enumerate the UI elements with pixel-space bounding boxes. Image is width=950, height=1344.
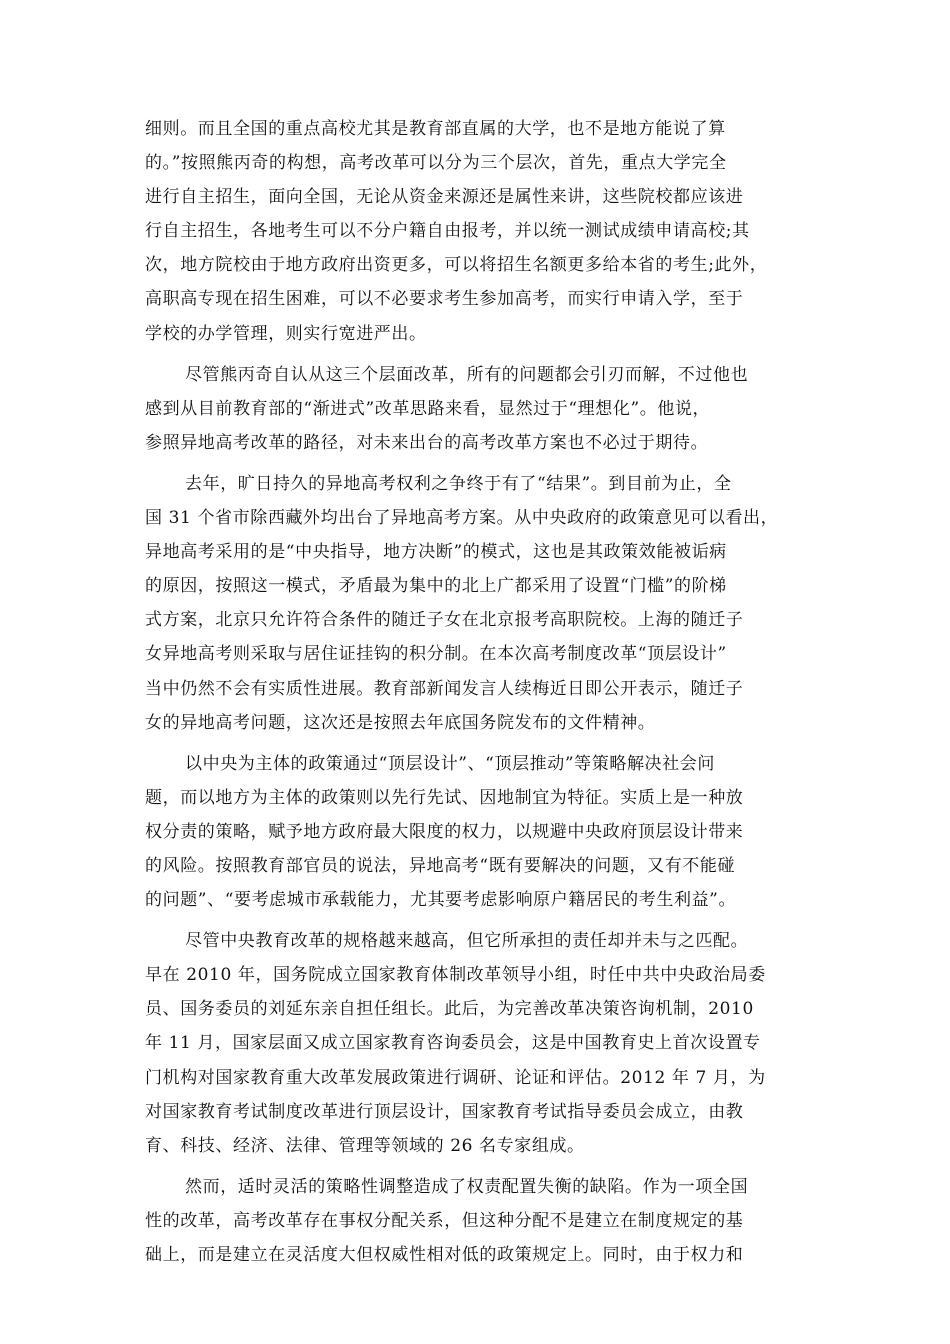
text-line: 女的异地高考问题，这次还是按照去年底国务院发布的文件精神。 bbox=[145, 712, 656, 733]
text-line: 础上，而是建立在灵活度大但权威性相对低的政策规定上。同时，由于权力和 bbox=[145, 1245, 744, 1265]
text-line: 女异地高考则采取与居住证挂钩的积分制。在本次高考制度改革“顶层设计” bbox=[145, 644, 727, 665]
text-line: 的原因，按照这一模式，矛盾最为集中的北上广都采用了设置“门槛”的阶梯 bbox=[145, 576, 727, 597]
text-line: 高职高专现在招生困难，可以不必要求考生参加高考，而实行申请入学，至于 bbox=[145, 289, 744, 310]
text-line: 的问题”、“要考虑城市承载能力，尤其要考虑影响原户籍居民的考生利益”。 bbox=[145, 890, 737, 911]
text-line: 参照异地高考改革的路径，对未来出台的高考改革方案也不必过于期待。 bbox=[145, 432, 709, 453]
article-body bbox=[145, 112, 820, 1272]
text-line: 进行自主招生，面向全国，无论从资金来源还是属性来讲，这些院校都应该进 bbox=[145, 187, 744, 208]
text-line: 学校的办学管理，则实行宽进严出。 bbox=[145, 323, 427, 344]
paragraph-first-line: 去年，旷日持久的异地高考权利之争终于有了“结果”。到目前为止，全 bbox=[185, 473, 732, 494]
paragraph-first-line: 尽管熊丙奇自认从这三个层面改革，所有的问题都会引刃而解，不过他也 bbox=[185, 364, 749, 385]
text-line: 年 11 月，国家层面又成立国家教育咨询委员会，这是中国教育史上首次设置专 bbox=[145, 1033, 761, 1054]
text-line: 权分责的策略，赋予地方政府最大限度的权力，以规避中央政府顶层设计带来 bbox=[145, 821, 744, 842]
paragraph-first-line: 以中央为主体的政策通过“顶层设计”、“顶层推动”等策略解决社会问 bbox=[185, 753, 715, 774]
text-line: 对国家教育考试制度改革进行顶层设计，国家教育考试指导委员会成立，由教 bbox=[145, 1101, 744, 1122]
text-line: 异地高考采用的是“中央指导，地方决断”的模式，这也是其政策效能被诟病 bbox=[145, 542, 727, 563]
text-line: 育、科技、经济、法律、管理等领域的 26 名专家组成。 bbox=[145, 1135, 585, 1156]
paragraph-first-line: 尽管中央教育改革的规格越来越高，但它所承担的责任却并未与之匹配。 bbox=[185, 931, 749, 952]
paragraph-first-line: 然而，适时灵活的策略性调整造成了权责配置失衡的缺陷。作为一项全国 bbox=[185, 1176, 749, 1197]
text-line: 早在 2010 年，国务院成立国家教育体制改革领导小组，时任中共中央政治局委 bbox=[145, 965, 766, 986]
text-line: 的风险。按照教育部官员的说法，异地高考“既有要解决的问题，又有不能碰 bbox=[145, 855, 736, 876]
text-line: 的。”按照熊丙奇的构想，高考改革可以分为三个层次，首先，重点大学完全 bbox=[145, 153, 727, 174]
text-line: 细则。而且全国的重点高校尤其是教育部直属的大学，也不是地方能说了算 bbox=[145, 119, 726, 139]
text-line: 式方案，北京只允许符合条件的随迁子女在北京报考高职院校。上海的随迁子 bbox=[145, 610, 744, 631]
text-line: 员、国务委员的刘延东亲自担任组长。此后，为完善改革决策咨询机制，2010 bbox=[145, 999, 754, 1020]
text-line: 次，地方院校由于地方政府出资更多，可以将招生名额更多给本省的考生;此外， bbox=[145, 255, 768, 276]
text-line: 国 31 个省市除西藏外均出台了异地高考方案。从中央政府的政策意见可以看出， bbox=[145, 508, 779, 529]
text-line: 当中仍然不会有实质性进展。教育部新闻发言人续梅近日即公开表示，随迁子 bbox=[145, 678, 744, 699]
text-line: 性的改革，高考改革存在事权分配关系，但这种分配不是建立在制度规定的基 bbox=[145, 1210, 744, 1231]
text-line: 感到从目前教育部的“渐进式”改革思路来看，显然过于“理想化”。他说， bbox=[145, 398, 711, 419]
text-line: 行自主招生，各地考生可以不分户籍自由报考，并以统一测试成绩申请高校;其 bbox=[145, 221, 750, 242]
text-line: 门机构对国家教育重大改革发展政策进行调研、论证和评估。2012 年 7 月，为 bbox=[145, 1067, 766, 1088]
text-line: 题，而以地方为主体的政策则以先行先试、因地制宜为特征。实质上是一种放 bbox=[145, 787, 744, 808]
